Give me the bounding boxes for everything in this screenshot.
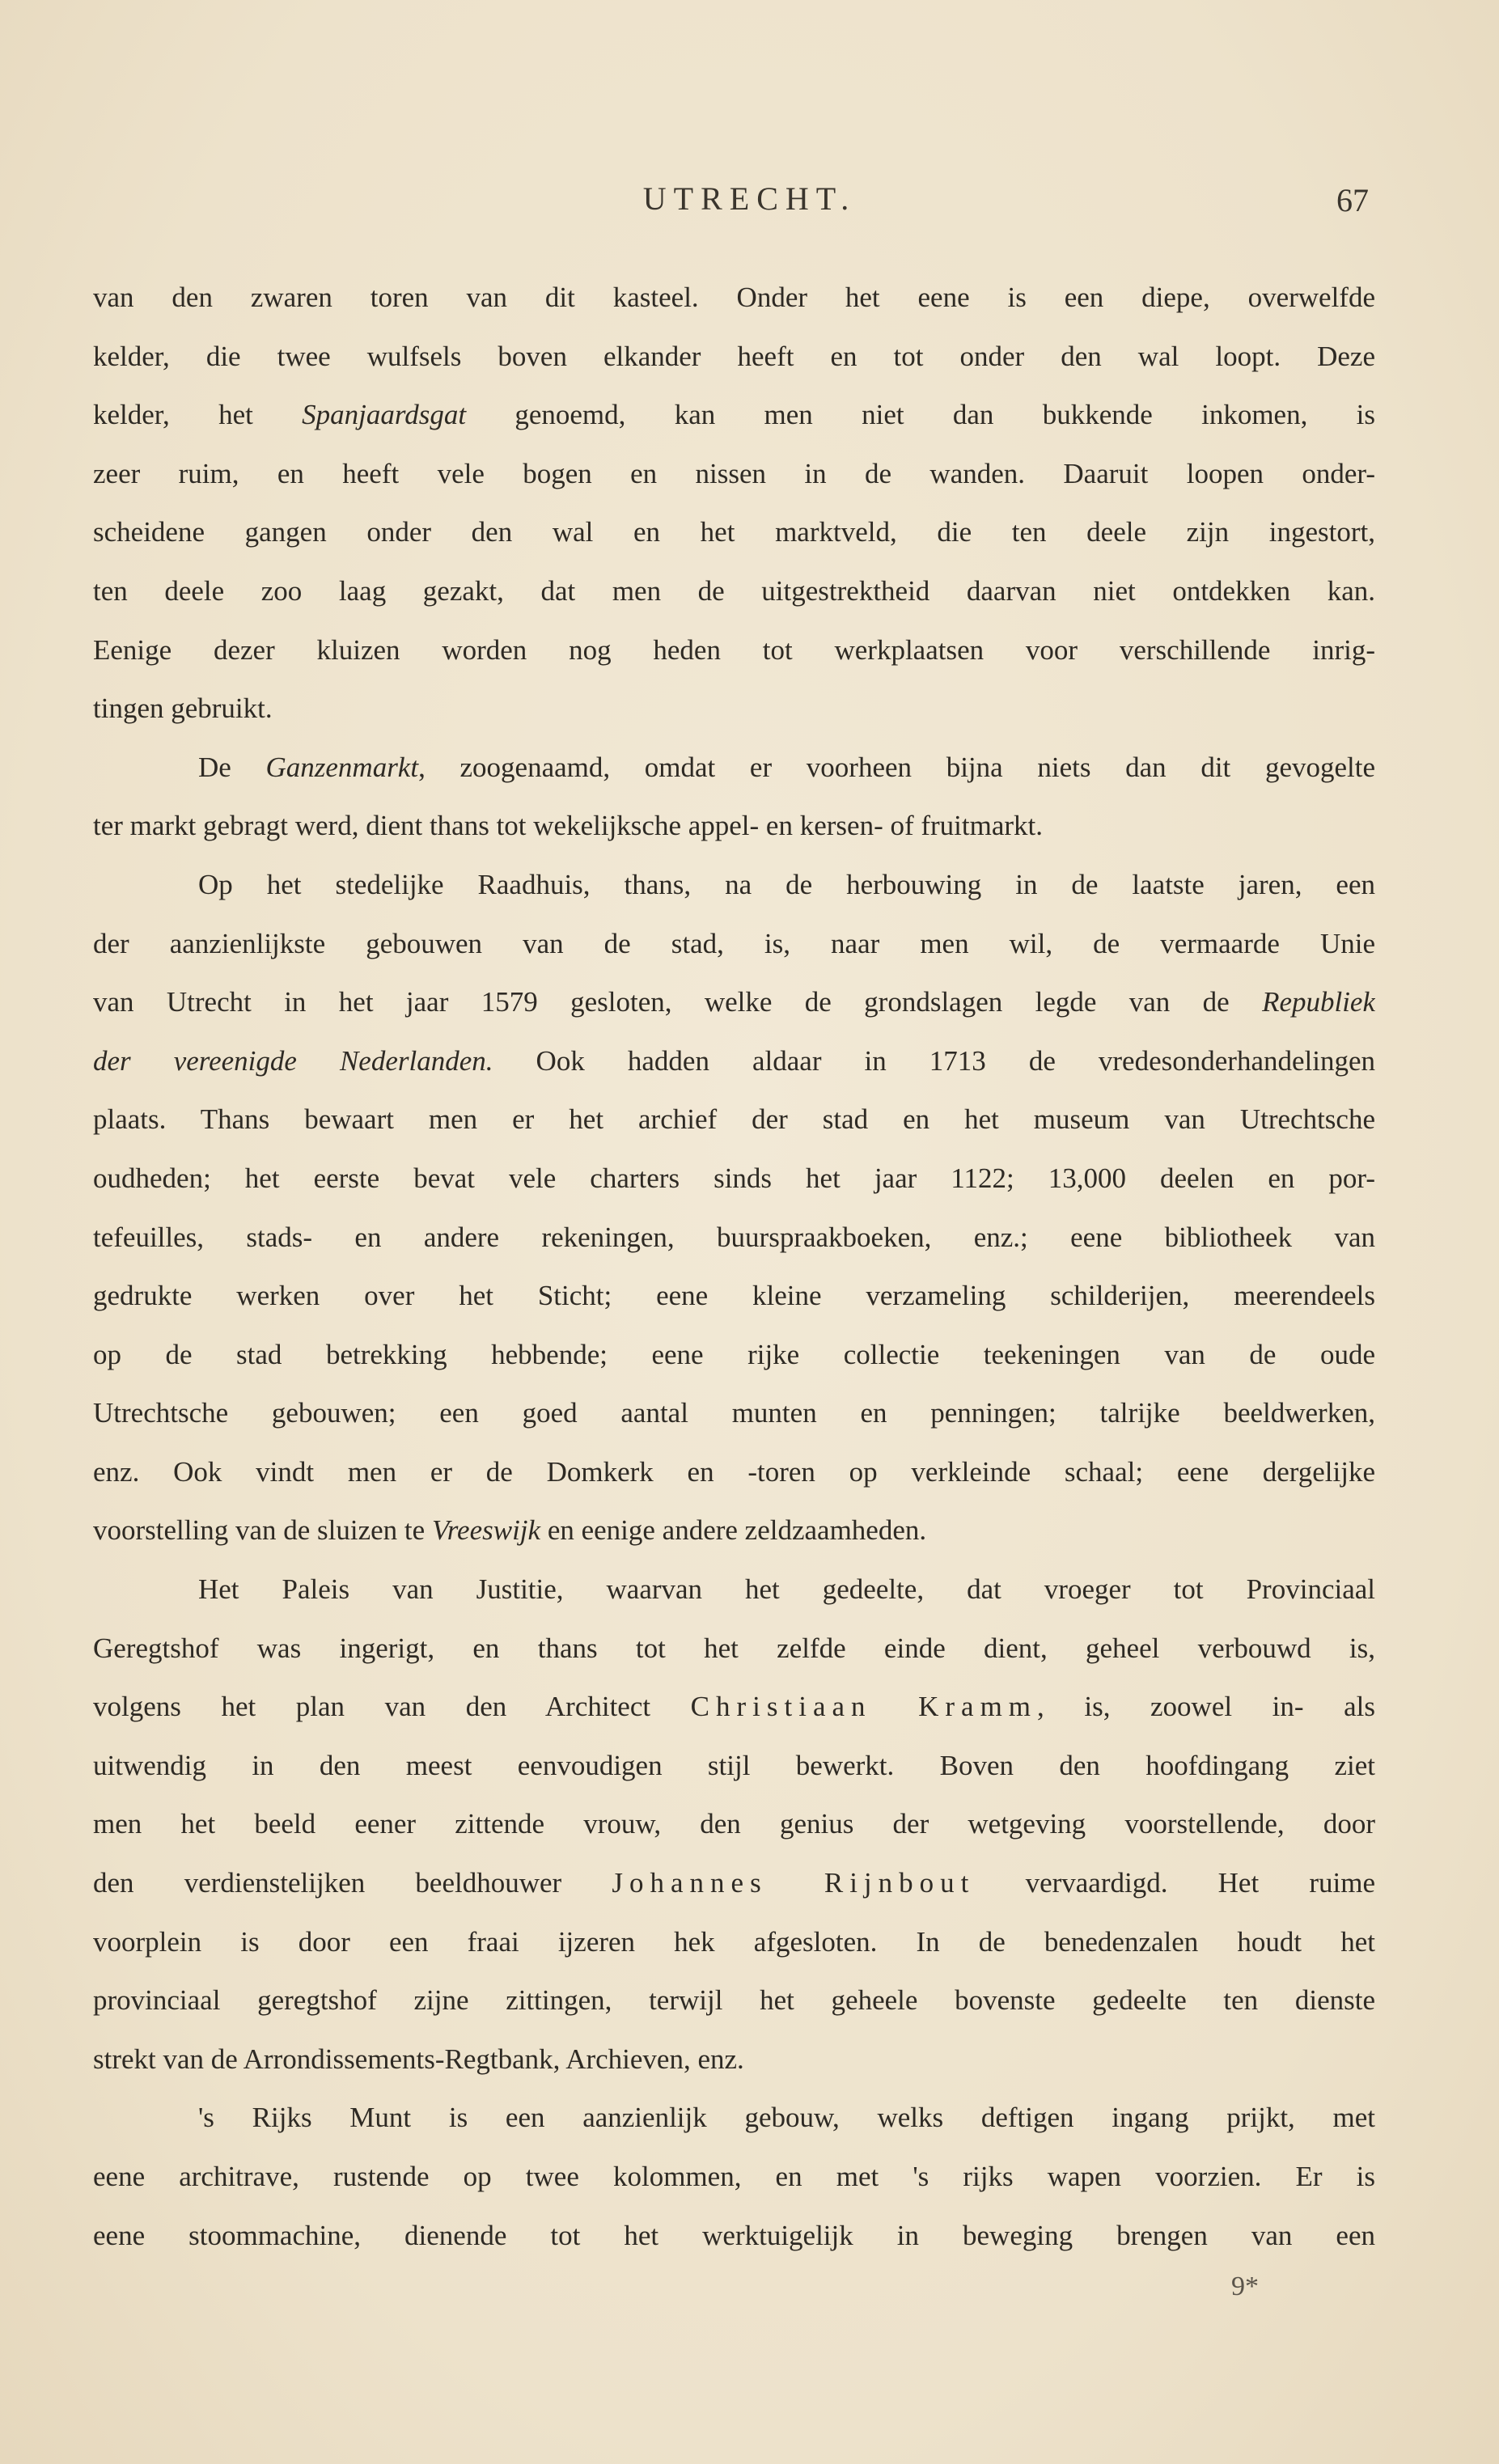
text-run: Utrechtsche gebouwen; een goed aantal munten en penningen; talrijke beeldwerken, [93,1397,1375,1429]
text-run: op de stad betrekking hebbende; eene rijke collectie teekeningen van de oude [93,1338,1375,1370]
text-line [93,1443,1375,1502]
text-run: ten deele zoo laag gezakt, dat men de uitgestrektheid daarvan niet ontdekken kan. [93,574,1375,607]
text-line [93,1267,1375,1326]
spaced-name: Johannes Rijnbout [612,1867,976,1899]
text-line [93,973,1375,1032]
text-line [93,1971,1375,2030]
text-line [93,2148,1375,2207]
text-line [93,1560,1375,1619]
text-line [93,562,1375,621]
text-run: en eenige andere zeldzaamheden. [540,1514,927,1547]
text-run: Het Paleis van Justitie, waarvan het gedeelte, dat vroeger tot Provinciaal [198,1573,1375,1606]
page-number: 67 [1336,182,1369,218]
text-run: voorstelling van de sluizen te [93,1514,432,1547]
text-line [93,2207,1375,2266]
paragraph [93,1560,1375,2089]
text-line [93,621,1375,680]
paragraph [93,269,1375,739]
text-line [93,1090,1375,1149]
text-run: Op het stedelijke Raadhuis, thans, na de herbouwing in de laatste jaren, een [198,868,1375,900]
text-run: enz. Ook vindt men er de Domkerk en -toren op verkleinde schaal; eene dergelijke [93,1455,1375,1488]
text-line [93,1326,1375,1385]
text-run: Geregtshof was ingerigt, en thans tot het zelfde einde dient, geheel verbouwd is, [93,1632,1375,1664]
text-run: men het beeld eener zittende vrouw, den genius der wetgeving voorstellende, door [93,1808,1375,1840]
text-line [93,503,1375,562]
text-run: van Utrecht in het jaar 1579 gesloten, welke de grondslagen legde van de [93,986,1263,1018]
text-line [93,1854,1375,1913]
italic-text: Vreeswijk [431,1514,541,1547]
text-line [93,2030,1375,2089]
text-line [93,915,1375,974]
text-run: uitwendig in den meest eenvoudigen stijl bewerkt. Boven den hoofdingang ziet [93,1749,1375,1781]
text-run: scheidene gangen onder den wal en het marktveld, die ten deele zijn ingestort, [93,516,1375,548]
text-line [93,328,1375,387]
italic-text: Ganzenmarkt [265,751,419,783]
signature-mark: 9* [1231,2271,1259,2301]
body-text [93,269,1375,2265]
text-line [93,1501,1375,1560]
text-line [93,1737,1375,1796]
text-line [93,739,1375,798]
text-run: strekt van de Arrondissements-Regtbank, Archieven, enz. [93,2043,744,2075]
running-title: UTRECHT. [642,180,857,217]
text-run: , is, zoowel in- als [1037,1691,1375,1723]
text-run: voorplein is door een fraai ijzeren hek afgesloten. In de benedenzalen houdt het [93,1925,1375,1958]
text-run: Ook hadden aldaar in 1713 de vredesonderhandelingen [493,1044,1375,1077]
text-line [93,1032,1375,1091]
text-line [93,1149,1375,1209]
text-run: oudheden; het eerste bevat vele charters sinds het jaar 1122; 13,000 deelen en por- [93,1162,1375,1194]
text-line [93,1678,1375,1737]
italic-text: der vereenigde Nederlanden. [93,1044,493,1077]
italic-text: Republiek [1262,986,1375,1018]
text-run: plaats. Thans bewaart men er het archief der stad en het museum van Utrechtsche [93,1103,1375,1136]
text-run: eene stoommachine, dienende tot het werktuigelijk in beweging brengen van een [93,2219,1375,2251]
text-run: Eenige dezer kluizen worden nog heden tot werkplaatsen voor verschillende inrig- [93,633,1375,666]
text-run: den verdienstelijken beeldhouwer [93,1867,612,1899]
text-run: tingen gebruikt. [93,692,273,725]
text-line [93,2089,1375,2148]
text-run: eene architrave, rustende op twee kolommen, en met 's rijks wapen voorzien. Er is [93,2161,1375,2192]
text-line [93,1384,1375,1443]
text-run: der aanzienlijkste gebouwen van de stad, is, naar men wil, de vermaarde Unie [93,927,1375,959]
text-line [93,1913,1375,1972]
text-run: volgens het plan van den Architect [93,1691,691,1723]
text-run: De [198,751,266,783]
text-run: kelder, het [93,399,303,431]
text-line [93,797,1375,856]
text-run: 's Rijks Munt is een aanzienlijk gebouw, welks deftigen ingang prijkt, met [198,2102,1375,2134]
text-run: genoemd, kan men niet dan bukkende inkomen, is [466,399,1375,431]
text-run: tefeuilles, stads- en andere rekeningen, buurspraakboeken, enz.; eene bibliotheek van [93,1221,1375,1253]
text-run: van den zwaren toren van dit kasteel. Onder het eene is een diepe, overwelfde [93,282,1375,313]
text-line [93,269,1375,328]
paragraph [93,739,1375,856]
text-line [93,1619,1375,1679]
text-line [93,680,1375,739]
text-run: ter markt gebragt werd, dient thans tot wekelijksche appel- en kersen- of fruitmarkt. [93,810,1044,842]
text-line [93,1209,1375,1268]
paragraph [93,856,1375,1560]
italic-text: Spanjaardsgat [302,399,467,431]
text-run: zeer ruim, en heeft vele bogen en nissen in de wanden. Daaruit loopen onder- [93,457,1375,489]
text-line [93,856,1375,915]
text-run: , zoogenaamd, omdat er voorheen bijna niets dan dit gevogelte [418,751,1375,783]
text-run: provinciaal geregtshof zijne zittingen, terwijl het geheele bovenste gedeelte ten dienste [93,1984,1375,2017]
paragraph [93,2089,1375,2265]
text-run: kelder, die twee wulfsels boven elkander heeft en tot onder den wal loopt. Deze [93,340,1375,372]
text-line [93,386,1375,445]
text-line [93,445,1375,504]
text-run: vervaardigd. Het ruime [975,1867,1375,1899]
text-line [93,1795,1375,1854]
text-run: gedrukte werken over het Sticht; eene kleine verzameling schilderijen, meerendeels [93,1280,1375,1312]
spaced-name: Christiaan Kramm [690,1691,1038,1723]
